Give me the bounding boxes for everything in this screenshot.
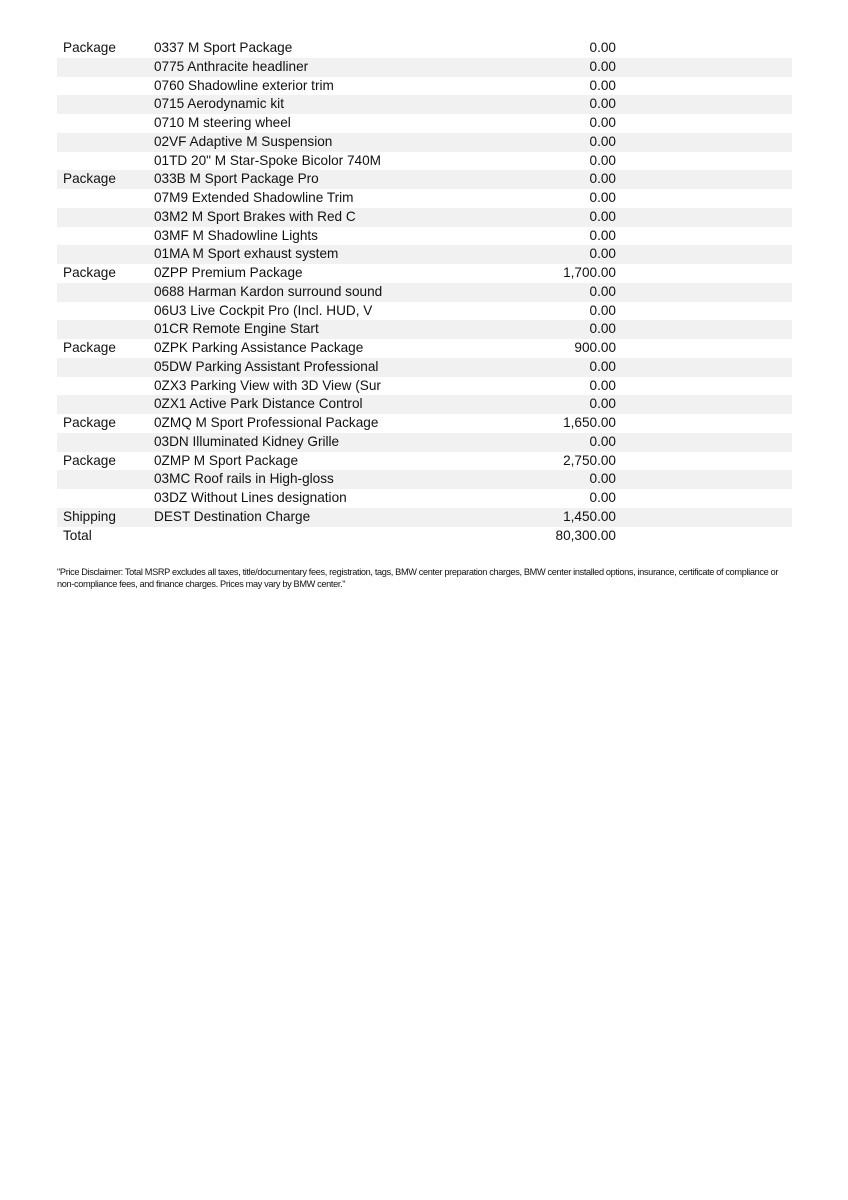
table-row (57, 264, 792, 283)
table-row (57, 527, 792, 546)
row-category (57, 320, 154, 339)
row-category: Package (63, 340, 116, 355)
row-category (57, 395, 154, 414)
table-row (57, 170, 792, 189)
table-row (57, 358, 792, 377)
row-description: 07M9 Extended Shadowline Trim (154, 190, 354, 205)
row-description: 03MC Roof rails in High-gloss (154, 470, 404, 489)
row-spacer (616, 264, 792, 283)
row-category: Package (57, 170, 154, 189)
row-spacer (616, 170, 792, 189)
row-category (57, 189, 154, 208)
row-description: 0ZPP Premium Package (154, 265, 303, 280)
table-row (57, 133, 792, 152)
table-row (57, 208, 792, 227)
row-category (57, 114, 154, 133)
row-spacer (616, 470, 792, 489)
table-row (57, 95, 792, 114)
row-description: 0ZX3 Parking View with 3D View (Sur (154, 377, 381, 393)
table-row (57, 339, 792, 358)
row-category: Package (63, 40, 116, 55)
row-category (57, 77, 154, 96)
table-row (57, 452, 792, 471)
row-spacer (616, 227, 792, 246)
table-row (57, 39, 792, 58)
row-spacer (616, 339, 792, 358)
row-description: 0688 Harman Kardon surround sound (154, 283, 404, 302)
row-description: 03MF M Shadowline Lights (154, 227, 318, 243)
row-category (57, 358, 154, 377)
row-price: 1,700.00 (563, 265, 616, 280)
row-price: 0.00 (404, 133, 616, 152)
row-price: 0.00 (404, 433, 616, 452)
row-description: 0710 M steering wheel (154, 115, 291, 130)
row-category (57, 133, 154, 152)
row-spacer (616, 208, 792, 227)
row-category: Total (63, 527, 92, 543)
row-spacer (616, 283, 792, 302)
row-category (57, 377, 154, 396)
row-description: 02VF Adaptive M Suspension (154, 133, 404, 152)
table-row (57, 58, 792, 77)
table-row (57, 227, 792, 246)
row-category (57, 489, 154, 508)
row-price: 0.00 (404, 95, 616, 114)
row-description: 0ZMP M Sport Package (154, 452, 299, 468)
row-category (57, 302, 154, 321)
row-category (57, 208, 154, 227)
table-row (57, 414, 792, 433)
row-description: 0760 Shadowline exterior trim (154, 77, 334, 93)
row-price: 0.00 (404, 208, 616, 227)
row-price: 0.00 (589, 377, 616, 393)
row-spacer (616, 189, 792, 208)
row-description: 0337 M Sport Package (154, 40, 293, 55)
row-spacer (616, 395, 792, 414)
row-spacer (616, 302, 792, 321)
row-price: 1,450.00 (404, 508, 616, 527)
row-spacer (616, 77, 792, 96)
row-price: 0.00 (404, 320, 616, 339)
row-description: 0ZX1 Active Park Distance Control (154, 395, 404, 414)
price-disclaimer: "Price Disclaimer: Total MSRP excludes all taxes, title/documentary fees, registration, tags, BMW center preparation charges, BMW center installed options, insurance, certificate of compliance or non-compliance fees, and finance charges. Prices may vary by BMW center." (57, 567, 779, 589)
table-row (57, 395, 792, 414)
row-spacer (616, 377, 792, 396)
row-description: 05DW Parking Assistant Professional (154, 358, 404, 377)
row-category (57, 227, 154, 246)
row-description: 03DN Illuminated Kidney Grille (154, 433, 404, 452)
row-price: 0.00 (404, 395, 616, 414)
row-price: 900.00 (574, 340, 616, 355)
row-price: 0.00 (589, 77, 616, 93)
table-row (57, 189, 792, 208)
row-price: 0.00 (589, 227, 616, 243)
row-category (57, 433, 154, 452)
row-category: Package (63, 265, 116, 280)
row-spacer (616, 508, 792, 527)
row-description: 01CR Remote Engine Start (154, 320, 404, 339)
table-row (57, 283, 792, 302)
table-row (57, 377, 792, 396)
row-category (57, 152, 154, 171)
row-description: 0715 Aerodynamic kit (154, 95, 404, 114)
row-category (57, 470, 154, 489)
row-spacer (616, 527, 792, 546)
table-row (57, 114, 792, 133)
row-category: Package (63, 452, 116, 468)
table-row (57, 489, 792, 508)
row-spacer (616, 39, 792, 58)
row-spacer (616, 452, 792, 471)
row-description: 0775 Anthracite headliner (154, 58, 404, 77)
row-description (154, 527, 404, 546)
row-spacer (616, 133, 792, 152)
row-description: DEST Destination Charge (154, 508, 404, 527)
row-spacer (616, 114, 792, 133)
row-category (57, 58, 154, 77)
table-row (57, 77, 792, 96)
row-category (57, 95, 154, 114)
row-price: 80,300.00 (555, 527, 616, 543)
price-breakdown-table (57, 39, 792, 545)
row-description: 06U3 Live Cockpit Pro (Incl. HUD, V (154, 302, 373, 318)
row-description: 03M2 M Sport Brakes with Red C (154, 208, 404, 227)
row-spacer (616, 358, 792, 377)
row-spacer (616, 152, 792, 171)
row-price: 0.00 (404, 170, 616, 189)
row-price: 0.00 (404, 358, 616, 377)
row-category (57, 283, 154, 302)
row-spacer (616, 489, 792, 508)
table-row (57, 320, 792, 339)
row-price: 2,750.00 (563, 452, 616, 468)
table-row (57, 470, 792, 489)
row-price: 1,650.00 (563, 415, 616, 430)
row-description: 03DZ Without Lines designation (154, 490, 347, 505)
price-table-body (57, 39, 792, 545)
row-spacer (616, 95, 792, 114)
row-description: 033B M Sport Package Pro (154, 170, 404, 189)
row-spacer (616, 245, 792, 264)
table-row (57, 433, 792, 452)
row-category: Package (63, 415, 116, 430)
row-price: 0.00 (589, 40, 616, 55)
row-price: 0.00 (589, 490, 616, 505)
row-description: 01TD 20" M Star-Spoke Bicolor 740M (154, 152, 381, 168)
row-spacer (616, 58, 792, 77)
row-description: 0ZMQ M Sport Professional Package (154, 415, 379, 430)
row-spacer (616, 320, 792, 339)
row-price: 0.00 (589, 302, 616, 318)
table-row (57, 152, 792, 171)
row-spacer (616, 433, 792, 452)
row-price: 0.00 (589, 115, 616, 130)
row-description: 01MA M Sport exhaust system (154, 245, 404, 264)
row-price: 0.00 (589, 152, 616, 168)
row-description: 0ZPK Parking Assistance Package (154, 340, 364, 355)
row-spacer (616, 414, 792, 433)
row-price: 0.00 (404, 470, 616, 489)
table-row (57, 508, 792, 527)
table-row (57, 245, 792, 264)
row-price: 0.00 (404, 58, 616, 77)
row-price: 0.00 (589, 190, 616, 205)
row-category: Shipping (57, 508, 154, 527)
row-category (57, 245, 154, 264)
table-row (57, 302, 792, 321)
row-price: 0.00 (404, 245, 616, 264)
row-price: 0.00 (404, 283, 616, 302)
